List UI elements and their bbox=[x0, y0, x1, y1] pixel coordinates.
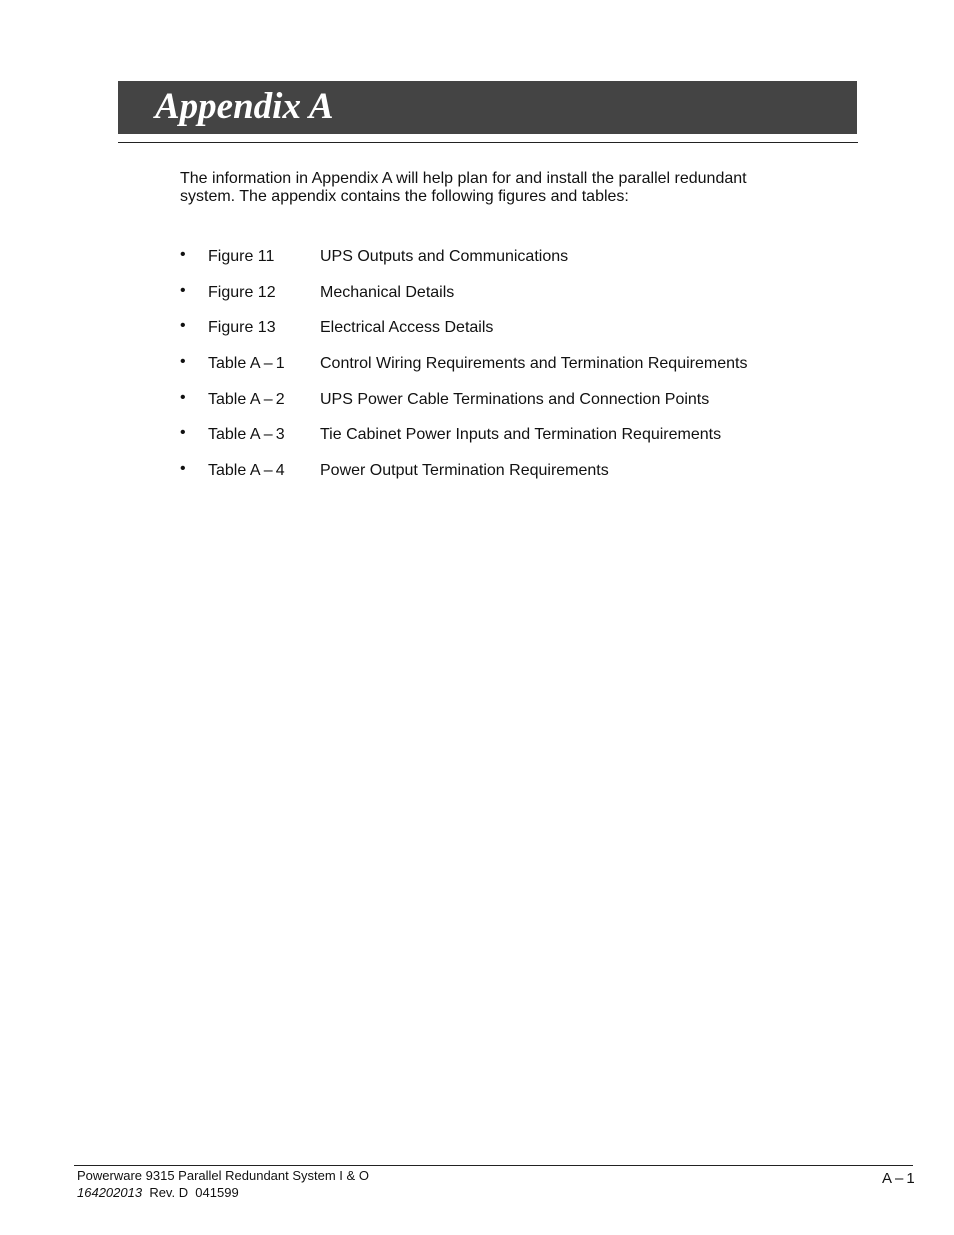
item-title: Mechanical Details bbox=[320, 283, 455, 301]
bullet-icon: • bbox=[180, 246, 186, 263]
item-title: Electrical Access Details bbox=[320, 319, 494, 337]
footer-revision-line bbox=[77, 1184, 369, 1201]
bullet-icon: • bbox=[180, 317, 186, 335]
bullet-icon: • bbox=[180, 353, 186, 371]
footer-document-info bbox=[77, 1167, 369, 1201]
appendix-title-bar bbox=[118, 81, 857, 134]
title-divider bbox=[118, 142, 858, 143]
item-title: Control Wiring Requirements and Termination Requirements bbox=[320, 355, 748, 373]
item-reference: Figure 13 bbox=[208, 319, 276, 337]
bullet-icon: • bbox=[180, 460, 186, 478]
footer-divider bbox=[74, 1165, 913, 1166]
item-reference: Table A – 1 bbox=[208, 355, 285, 373]
page-title: Appendix A bbox=[155, 86, 334, 127]
footer-revision: Rev. D 041599 bbox=[149, 1185, 239, 1200]
footer-doc-number: 164202013 bbox=[77, 1185, 143, 1200]
item-title: UPS Power Cable Terminations and Connection Points bbox=[320, 390, 710, 408]
intro-line-2: system. The appendix contains the following figures and tables: bbox=[180, 188, 629, 205]
item-title: Power Output Termination Requirements bbox=[320, 462, 609, 480]
item-reference: Table A – 4 bbox=[208, 462, 285, 480]
item-reference: Figure 12 bbox=[208, 283, 276, 301]
bullet-icon: • bbox=[180, 388, 186, 406]
item-reference: Figure 11 bbox=[208, 248, 275, 265]
intro-line-1: The information in Appendix A will help plan for and install the parallel redundant bbox=[180, 170, 747, 187]
item-reference: Table A – 3 bbox=[208, 426, 285, 444]
bullet-icon: • bbox=[180, 281, 186, 299]
bullet-icon: • bbox=[180, 424, 186, 442]
intro-paragraph bbox=[180, 170, 830, 206]
item-reference: Table A – 2 bbox=[208, 390, 285, 408]
footer-doc-title: Powerware 9315 Parallel Redundant System I & O bbox=[77, 1168, 369, 1183]
item-title: UPS Outputs and Communications bbox=[320, 248, 569, 265]
item-title: Tie Cabinet Power Inputs and Termination Requirements bbox=[320, 426, 722, 444]
footer-page-number: A – 1 bbox=[882, 1170, 915, 1187]
